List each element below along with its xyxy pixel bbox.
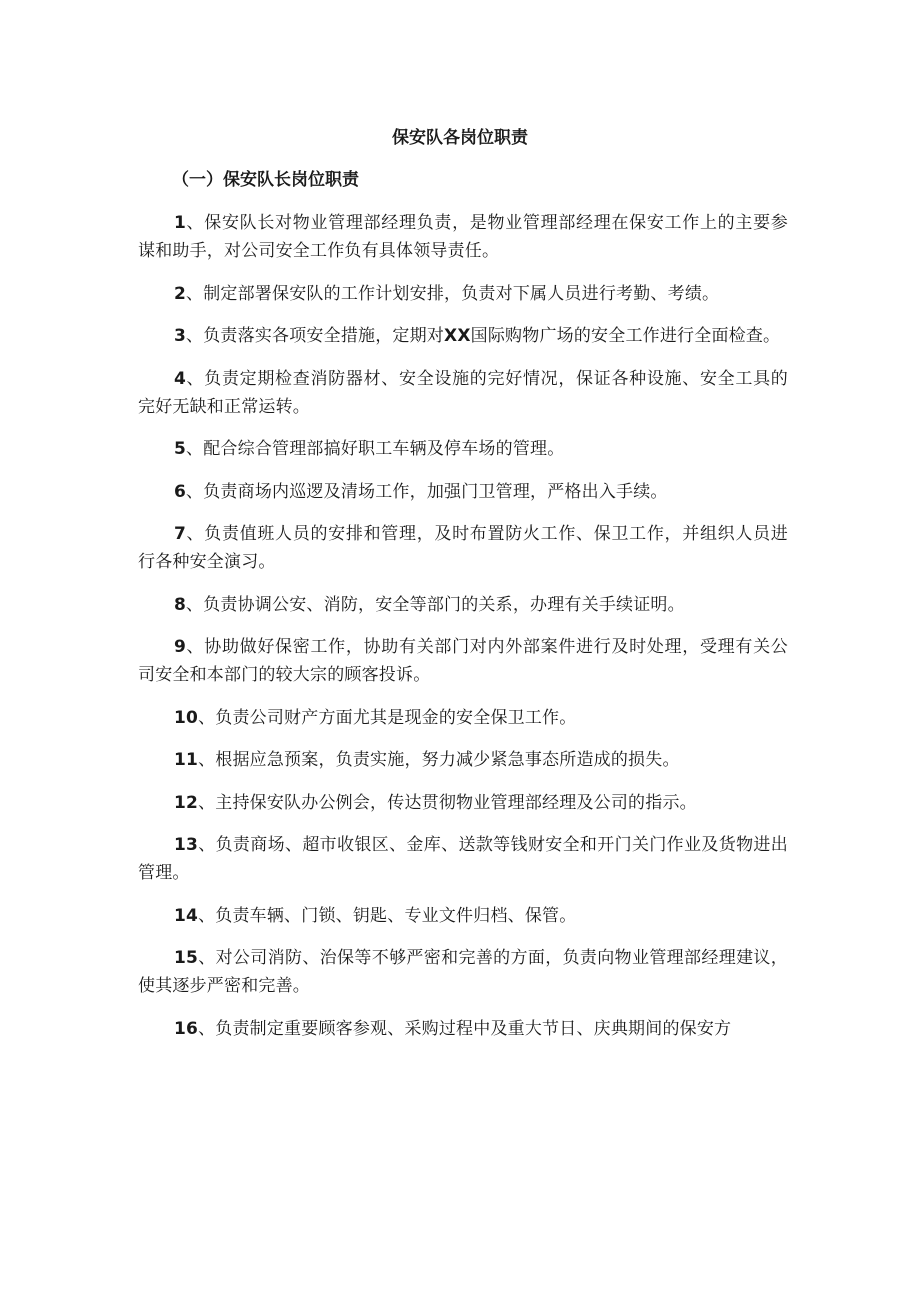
item-number: 15 [174,948,199,968]
duty-item-11 [138,746,788,774]
item-text: 、负责值班人员的安排和管理，及时布置防火工作、保卫工作，并组织人员进行各种安全演习。 [138,524,788,572]
item-number: 5 [174,439,187,459]
item-text: 、对公司消防、治保等不够严密和完善的方面，负责向物业管理部经理建议，使其逐步严密和完善。 [138,948,788,996]
item-number: 12 [174,792,199,813]
duty-item-14 [138,902,788,930]
item-number: 2 [174,283,187,304]
duty-item-7 [138,520,788,576]
item-text: 、负责商场、超市收银区、金库、送款等钱财安全和开门关门作业及货物进出管理。 [138,835,788,883]
duty-item-12 [138,789,788,817]
duty-item-10 [138,704,788,732]
item-text: 国际购物广场的安全工作进行全面检查。 [470,326,781,346]
section-heading: （一）保安队长岗位职责 [172,170,359,190]
item-text: 、负责落实各项安全措施，定期对 [186,326,445,346]
item-number: 13 [174,835,199,855]
item-text: 、主持保安队办公例会，传达贯彻物业管理部经理及公司的指示。 [198,792,697,813]
duty-item-2 [138,280,788,308]
item-text: 、负责定期检查消防器材、安全设施的完好情况，保证各种设施、安全工具的完好无缺和正常运转。 [138,368,788,417]
item-text: 、负责制定重要顾客参观、采购过程中及重大节日、庆典期间的保安方 [198,1018,732,1039]
item-text: 、协助做好保密工作，协助有关部门对内外部案件进行及时处理，受理有关公司安全和本部门的较大宗的顾客投诉。 [138,637,788,685]
item-number: 8 [174,594,187,615]
item-text: 、负责商场内巡逻及清场工作，加强门卫管理，严格出入手续。 [186,481,668,502]
item-highlight: XX [444,326,471,346]
duty-item-6 [138,478,788,506]
duty-item-16 [138,1015,788,1043]
item-text: 、负责车辆、门锁、钥匙、专业文件归档、保管。 [198,905,577,926]
duty-item-13 [138,831,788,887]
item-number: 11 [174,750,199,770]
duty-item-9 [138,633,788,689]
duty-item-5 [138,435,788,463]
item-number: 3 [174,326,187,346]
item-number: 7 [174,524,187,544]
duty-item-8 [138,591,788,619]
item-text: 、根据应急预案，负责实施，努力减少紧急事态所造成的损失。 [198,750,680,770]
duty-item-15 [138,944,788,1000]
item-number: 16 [174,1018,199,1039]
item-number: 4 [174,368,187,389]
item-number: 10 [174,707,199,728]
duty-list [138,209,788,1057]
item-number: 9 [174,637,187,657]
item-number: 6 [174,481,187,502]
duty-item-3 [138,322,788,350]
item-text: 、保安队长对物业管理部经理负责，是物业管理部经理在保安工作上的主要参谋和助手，对公司安全工作负有具体领导责任。 [138,213,788,261]
item-number: 1 [174,213,187,233]
document-title: 保安队各岗位职责 [392,128,528,148]
item-text: 、负责公司财产方面尤其是现金的安全保卫工作。 [198,707,577,728]
duty-item-4 [138,365,788,421]
item-number: 14 [174,905,199,926]
duty-item-1 [138,209,788,265]
item-text: 、制定部署保安队的工作计划安排，负责对下属人员进行考勤、考绩。 [186,283,720,304]
item-text: 、配合综合管理部搞好职工车辆及停车场的管理。 [186,439,565,459]
item-text: 、负责协调公安、消防，安全等部门的关系，办理有关手续证明。 [186,594,685,615]
